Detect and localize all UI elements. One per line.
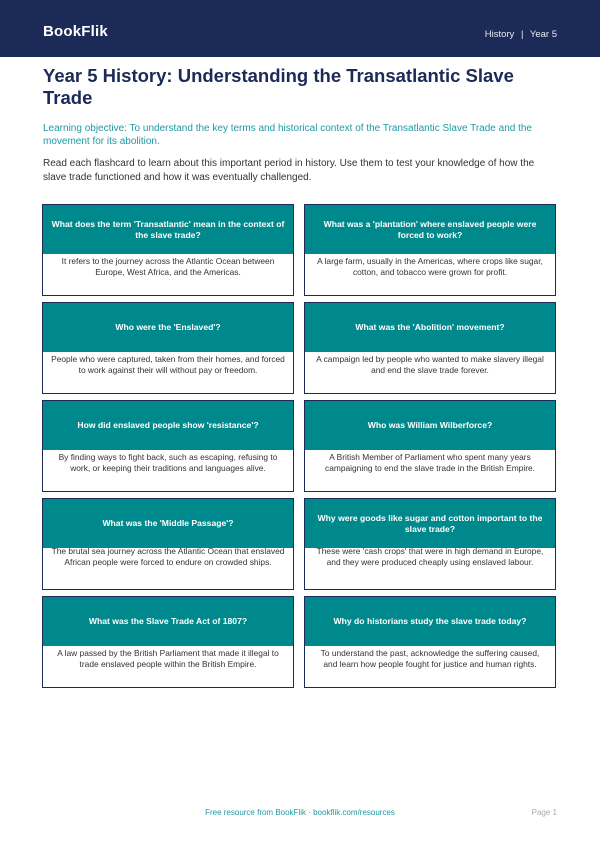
flashcard[interactable] bbox=[304, 204, 556, 296]
flashcard[interactable] bbox=[304, 400, 556, 492]
flashcard-answer: A British Member of Parliament who spent many years campaigning to end the slave trade in the British Empire. bbox=[325, 452, 535, 473]
flashcard-answer: To understand the past, acknowledge the suffering caused, and learn how people fought for justice and human rights. bbox=[320, 648, 540, 669]
flashcard-answer: People who were captured, taken from their homes, and forced to work against their will without pay or freedom. bbox=[51, 354, 285, 375]
learning-objective: Learning objective: To understand the key terms and historical context of the Transatlantic Slave Trade and the movement for its abolition. bbox=[43, 123, 532, 147]
flashcard[interactable] bbox=[42, 204, 294, 296]
flashcard-question: Why do historians study the slave trade today? bbox=[305, 597, 555, 646]
flashcard[interactable] bbox=[42, 596, 294, 688]
flashcard-answer: By finding ways to fight back, such as escaping, refusing to work, or keeping their traditions and languages alive. bbox=[58, 452, 278, 473]
page-title: Year 5 History: Understanding the Transatlantic Slave Trade bbox=[43, 65, 514, 108]
flashcard[interactable] bbox=[304, 302, 556, 394]
flashcard-question: Why were goods like sugar and cotton important to the slave trade? bbox=[305, 499, 555, 548]
breadcrumb bbox=[485, 29, 557, 40]
flashcard[interactable] bbox=[304, 498, 556, 590]
flashcard-question: What was the 'Abolition' movement? bbox=[305, 303, 555, 352]
flashcard-answer: The brutal sea journey across the Atlantic Ocean that enslaved African people were forced to endure on crowded ships. bbox=[51, 546, 285, 567]
flashcard-question: How did enslaved people show 'resistance'? bbox=[43, 401, 293, 450]
brand-logo[interactable]: BookFlik bbox=[43, 23, 108, 40]
breadcrumb-subject[interactable]: History bbox=[484, 29, 515, 40]
flashcard-answer: These were 'cash crops' that were in high demand in Europe, and they were produced cheaply using enslaved labour. bbox=[316, 546, 544, 567]
flashcard-question: Who was William Wilberforce? bbox=[305, 401, 555, 450]
flashcard[interactable] bbox=[304, 596, 556, 688]
flashcard[interactable] bbox=[42, 400, 294, 492]
header-bar bbox=[0, 0, 600, 57]
flashcard[interactable] bbox=[42, 498, 294, 590]
intro-text: Read each flashcard to learn about this important period in history. Use them to test your knowledge of how the slave trade functioned and how it was eventually challenged. bbox=[43, 158, 535, 183]
breadcrumb-year[interactable]: Year 5 bbox=[529, 29, 557, 40]
page-number: Page 1 bbox=[531, 808, 557, 817]
flashcard-question: What does the term 'Transatlantic' mean in the context of the slave trade? bbox=[43, 205, 293, 254]
breadcrumb-separator: | bbox=[520, 29, 524, 40]
flashcard-answer: A law passed by the British Parliament that made it illegal to trade enslaved people within the British Empire. bbox=[57, 648, 279, 669]
footer-resource-link[interactable]: Free resource from BookFlik · bookflik.com/resources bbox=[205, 808, 395, 817]
flashcard-answer: A campaign led by people who wanted to make slavery illegal and end the slave trade forever. bbox=[316, 354, 544, 375]
flashcard-answer: A large farm, usually in the Americas, where crops like sugar, cotton, and tobacco were grown for profit. bbox=[317, 256, 543, 277]
flashcard-question: What was the Slave Trade Act of 1807? bbox=[43, 597, 293, 646]
flashcard-question: Who were the 'Enslaved'? bbox=[43, 303, 293, 352]
flashcard-question: What was a 'plantation' where enslaved people were forced to work? bbox=[305, 205, 555, 254]
flashcard-question: What was the 'Middle Passage'? bbox=[43, 499, 293, 548]
flashcard-answer: It refers to the journey across the Atlantic Ocean between Europe, West Africa, and the Americas. bbox=[61, 256, 275, 277]
flashcard[interactable] bbox=[42, 302, 294, 394]
